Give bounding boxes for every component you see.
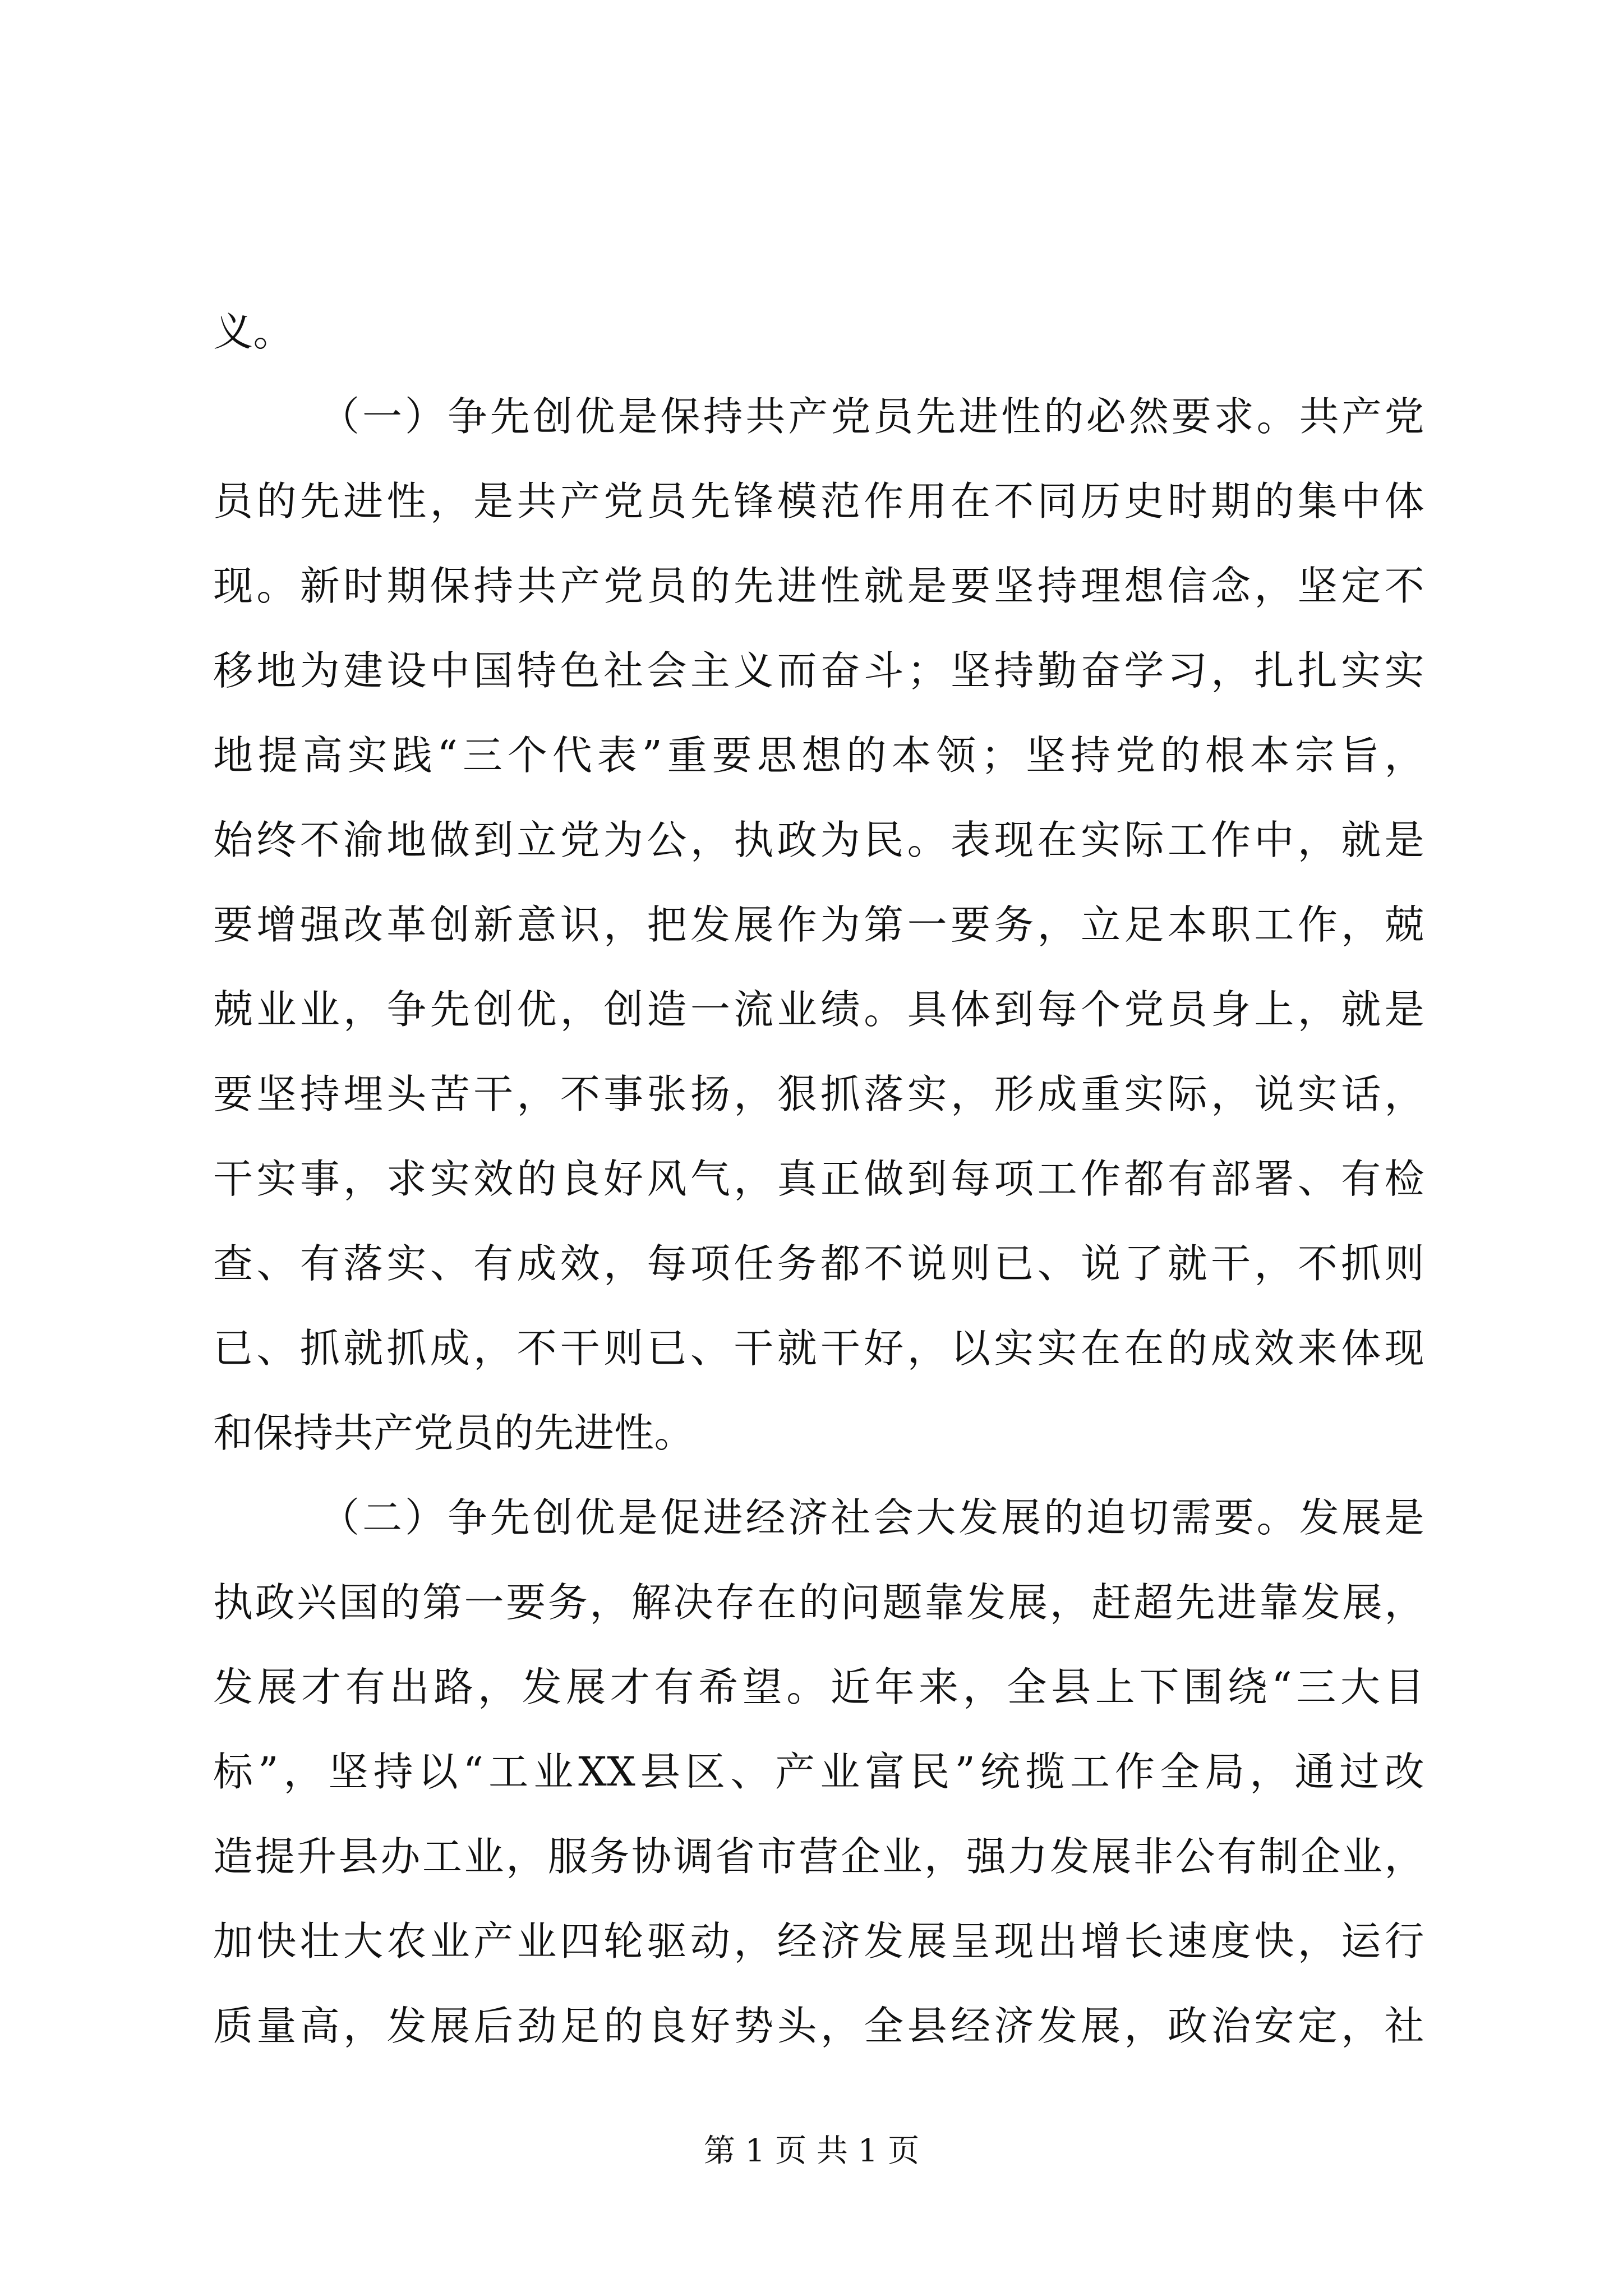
- body-text: [213, 289, 1424, 2068]
- text-line: 执政兴国的第一要务，解决存在的问题靠发展，赶超先进靠发展，: [213, 1579, 1424, 1626]
- text-line: 发展才有出路，发展才有希望。近年来，全县上下围绕“三大目: [213, 1664, 1424, 1710]
- text-line: 查、有落实、有成效，每项任务都不说则已、说了就干，不抓则: [213, 1240, 1424, 1287]
- text-line: 移地为建设中国特色社会主义而奋斗；坚持勤奋学习，扎扎实实: [213, 647, 1424, 694]
- text-line: 地提高实践“三个代表”重要思想的本领；坚持党的根本宗旨，: [213, 732, 1424, 779]
- text-line: 要增强改革创新意识，把发展作为第一要务，立足本职工作，兢: [213, 901, 1424, 948]
- text-line: 兢业业，争先创优，创造一流业绩。具体到每个党员身上，就是: [213, 986, 1424, 1033]
- text-line: 干实事，求实效的良好风气，真正做到每项工作都有部署、有检: [213, 1156, 1424, 1202]
- paragraph-heading-2: （二）争先创优是促进经济社会大发展的迫切需要。发展是: [320, 1494, 1424, 1541]
- text-line: 现。新时期保持共产党员的先进性就是要坚持理想信念，坚定不: [213, 563, 1424, 609]
- text-line: 员的先进性，是共产党员先锋模范作用在不同历史时期的集中体: [213, 478, 1424, 524]
- paragraph-heading-1: （一）争先创优是保持共产党员先进性的必然要求。共产党: [320, 393, 1424, 440]
- text-line: 和保持共产党员的先进性。: [213, 1410, 695, 1456]
- text-line: 标”，坚持以“工业XX县区、产业富民”统揽工作全局，通过改: [213, 1749, 1424, 1795]
- page-number-footer: 第 1 页 共 1 页: [703, 2133, 920, 2169]
- text-line: 造提升县办工业，服务协调省市营企业，强力发展非公有制企业，: [213, 1833, 1424, 1880]
- text-line: 义。: [213, 309, 294, 355]
- text-line: 已、抓就抓成，不干则已、干就干好，以实实在在的成效来体现: [213, 1325, 1424, 1372]
- text-line: 要坚持埋头苦干，不事张扬，狠抓落实，形成重实际，说实话，: [213, 1071, 1424, 1117]
- text-line: 始终不渝地做到立党为公，执政为民。表现在实际工作中，就是: [213, 817, 1424, 863]
- text-line: 加快壮大农业产业四轮驱动，经济发展呈现出增长速度快，运行: [213, 1918, 1424, 1964]
- text-line: 质量高，发展后劲足的良好势头，全县经济发展，政治安定，社: [213, 2003, 1424, 2049]
